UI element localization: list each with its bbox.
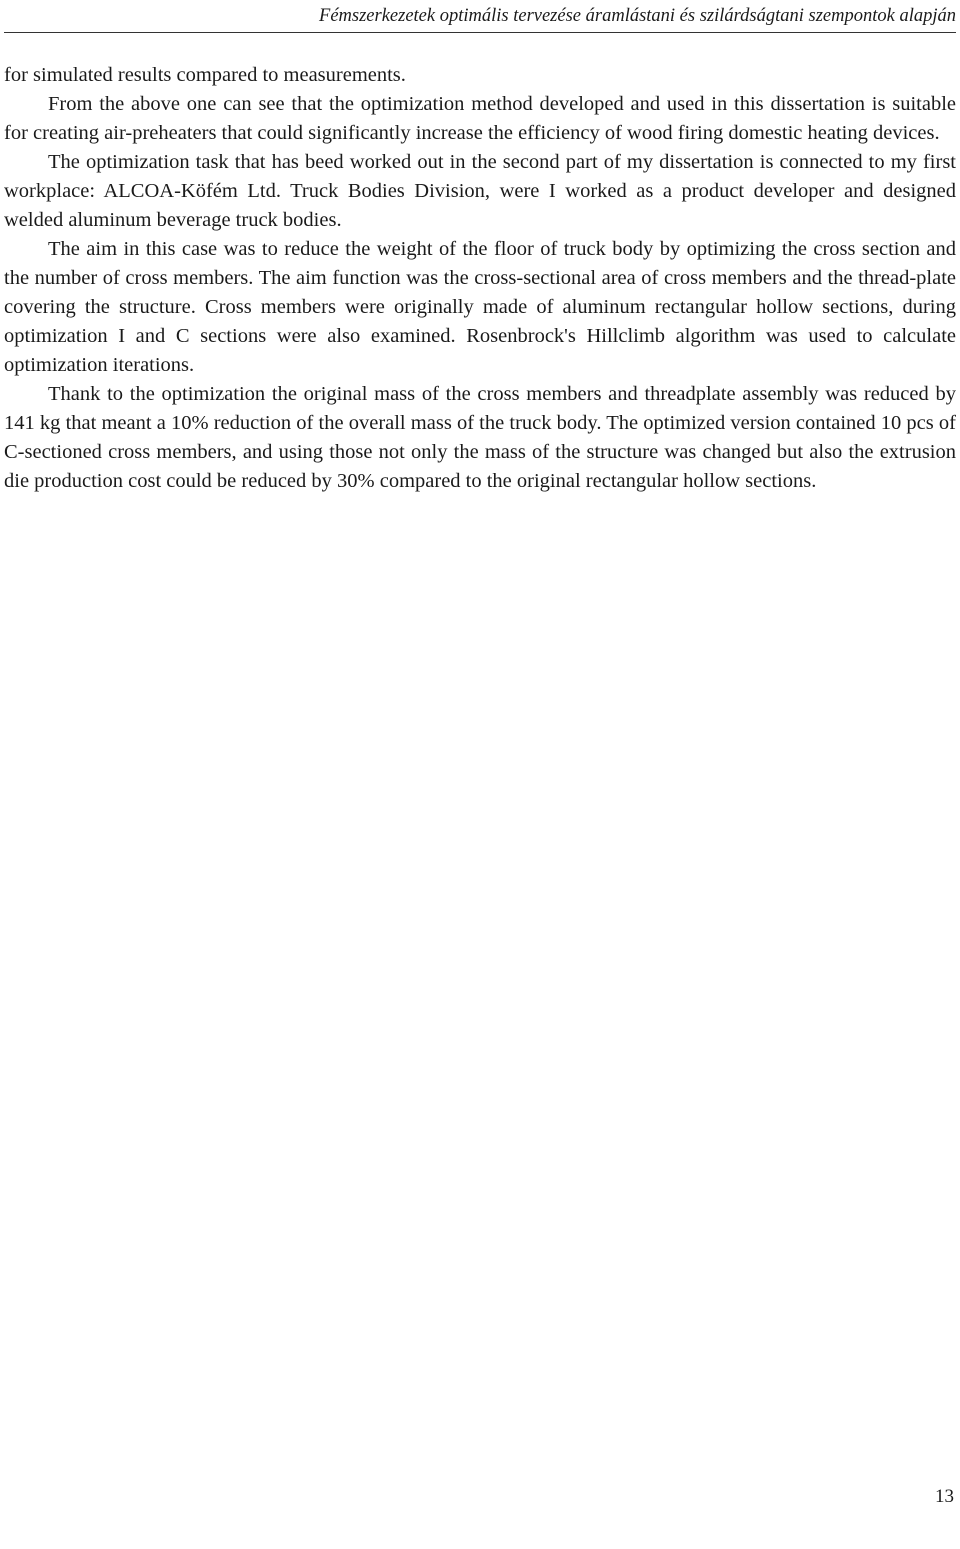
- paragraph-continuation: for simulated results compared to measurements.: [4, 64, 406, 86]
- body-text: [4, 61, 956, 496]
- running-header: [4, 6, 956, 33]
- page-number: 13: [935, 1486, 954, 1507]
- paragraph-workplace: The optimization task that has beed worked out in the second part of my dissertation is connected to my first workplace: ALCOA-Köfém Ltd. Truck Bodies Division, were I worked as a product developer and designed welded aluminum beverage truck bodies.: [4, 151, 956, 231]
- paragraph-optimization-aim: The aim in this case was to reduce the weight of the floor of truck body by optimizing the cross section and the number of cross members. The aim function was the cross-sectional area of cross members and the thread-plate covering the structure. Cross members were originally made of aluminum rectangular hollow sections, during optimization I and C sections were also examined. Rosenbrock's Hillclimb algorithm was used to calculate optimization iterations.: [4, 238, 956, 376]
- running-title: Fémszerkezetek optimális tervezése áramlástani és szilárdságtani szempontok alapján: [319, 6, 956, 26]
- paragraph-air-preheaters: From the above one can see that the optimization method developed and used in this dissertation is suitable for creating air-preheaters that could significantly increase the efficiency of wood firing domestic heating devices.: [4, 93, 956, 144]
- paragraph-results: Thank to the optimization the original mass of the cross members and threadplate assembly was reduced by 141 kg that meant a 10% reduction of the overall mass of the truck body. The optimized version contained 10 pcs of C-sectioned cross members, and using those not only the mass of the structure was changed but also the extrusion die production cost could be reduced by 30% compared to the original rectangular hollow sections.: [4, 383, 956, 492]
